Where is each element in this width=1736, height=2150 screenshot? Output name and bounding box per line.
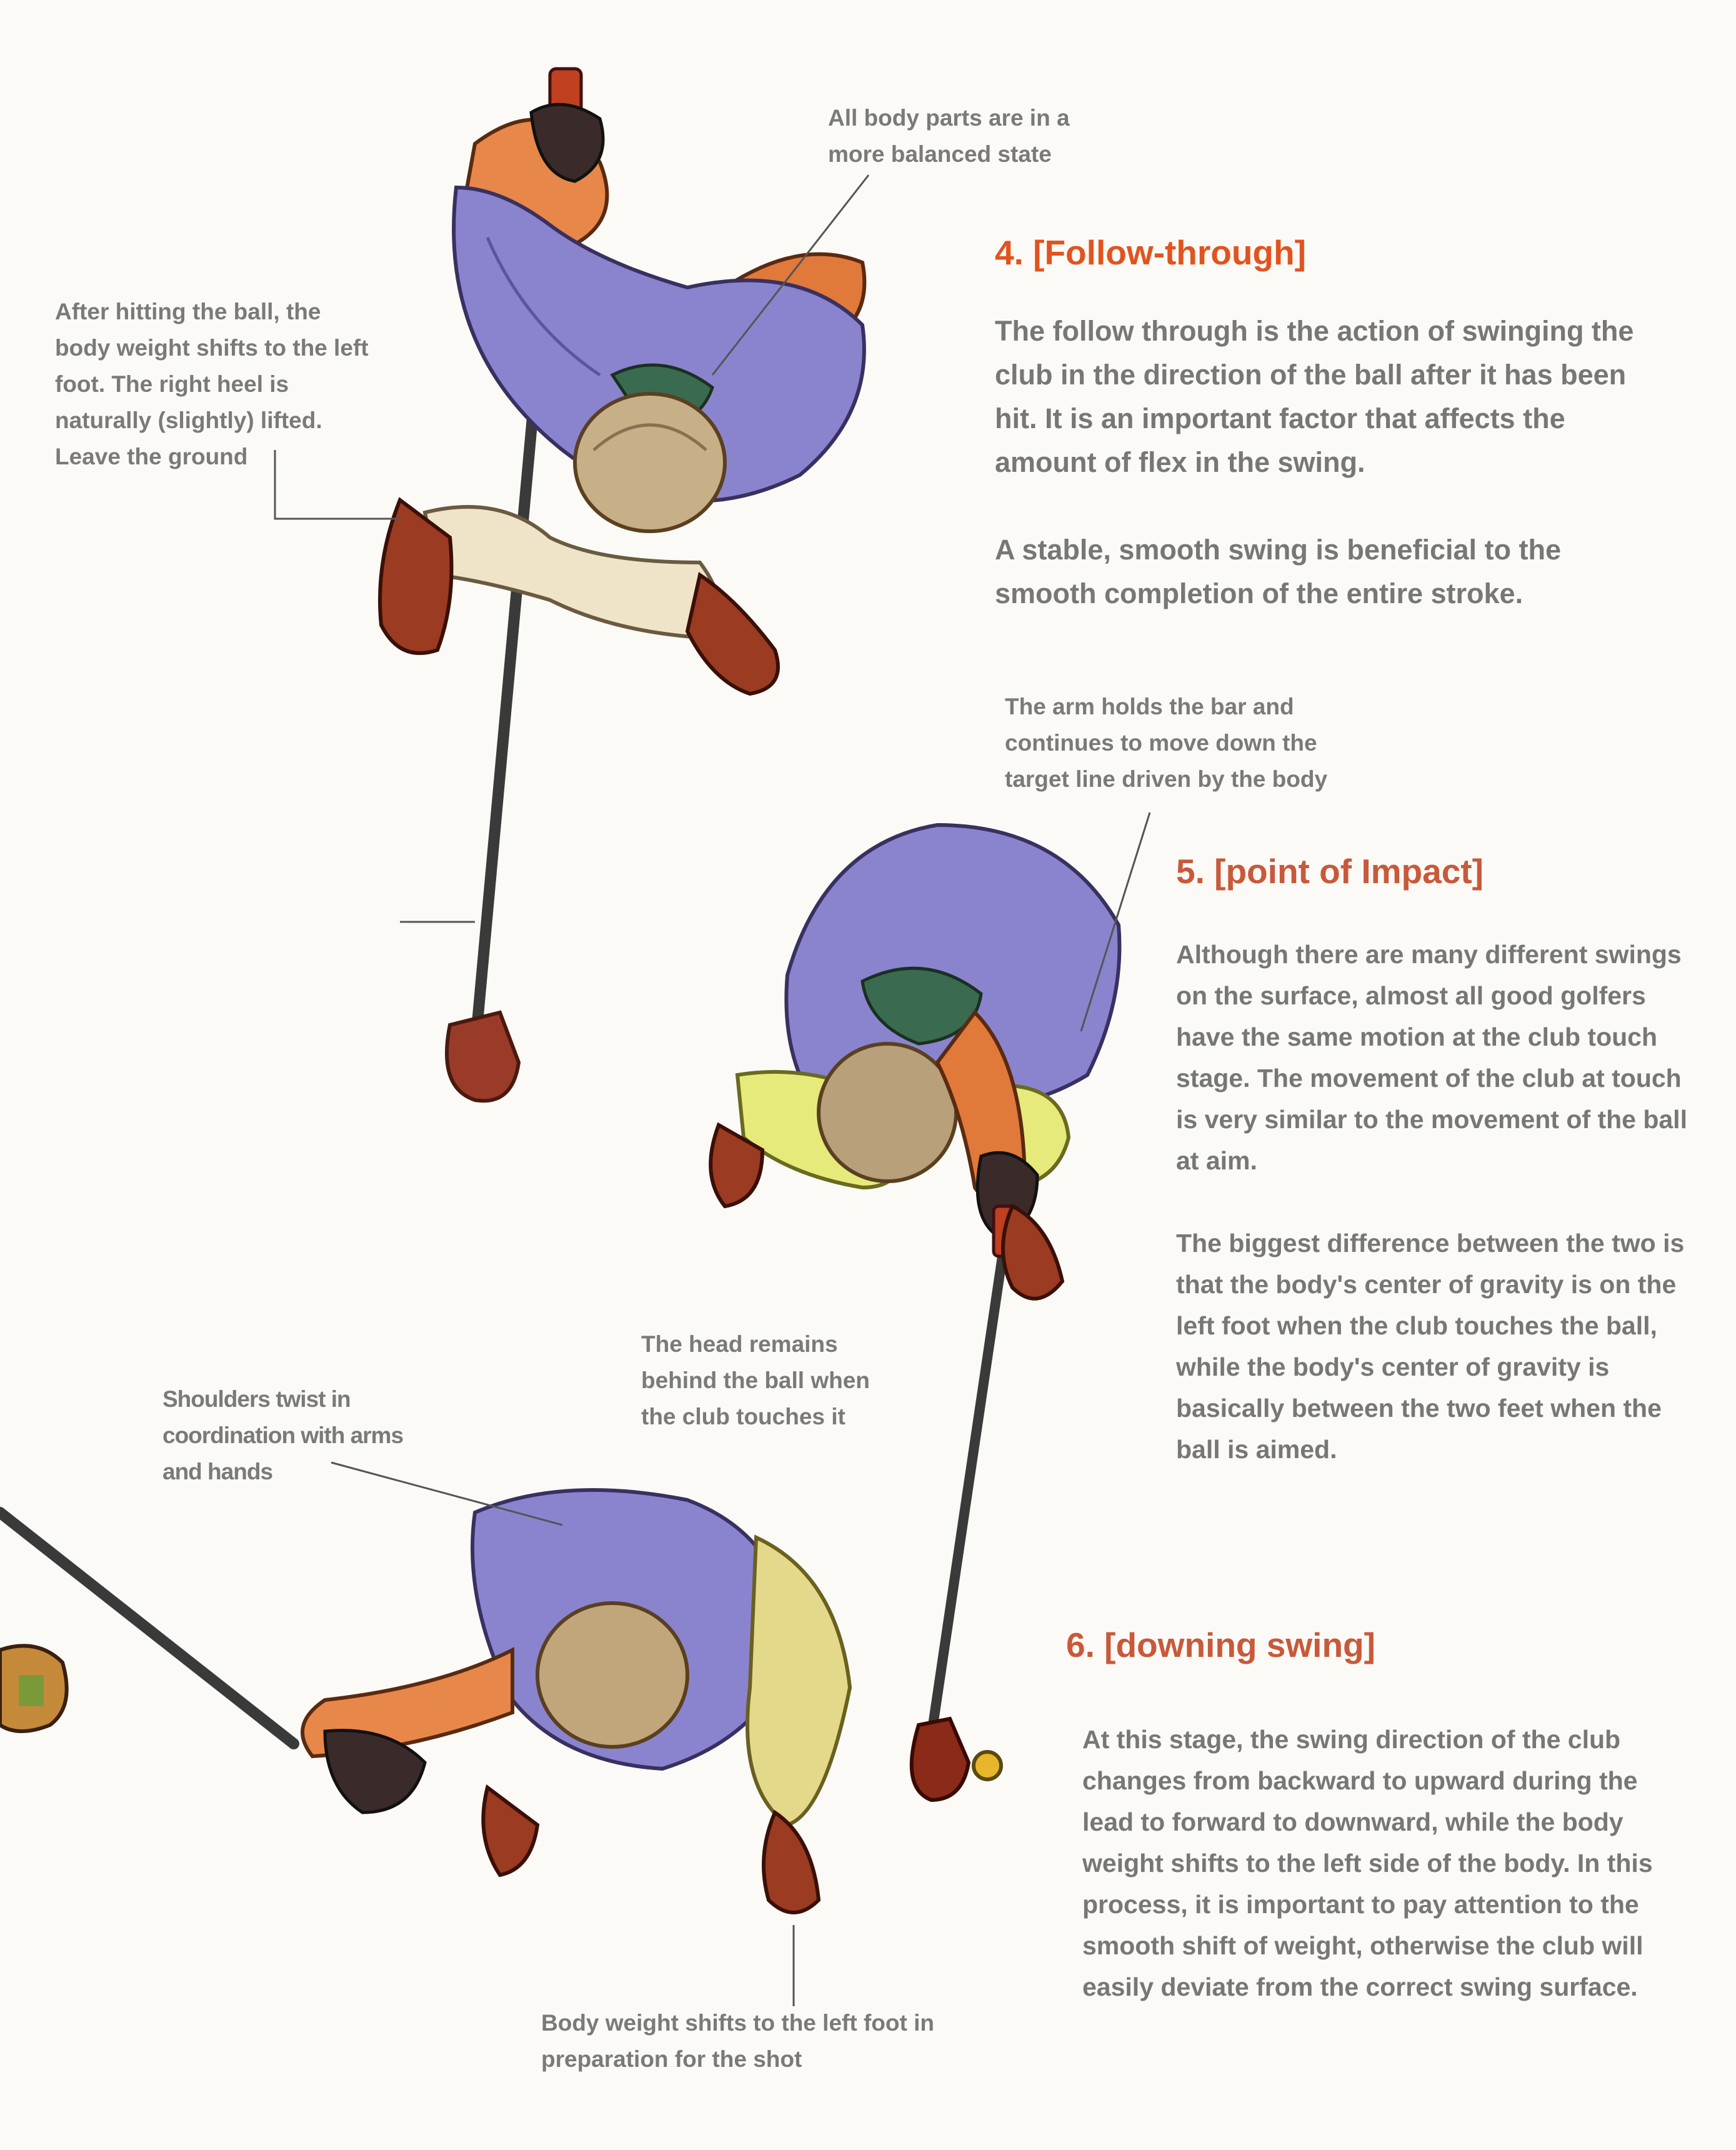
paragraph: A stable, smooth swing is beneficial to the smooth completion of the entire stroke. (995, 534, 1561, 609)
section-body-follow-through (995, 309, 1670, 616)
paragraph: The follow through is the action of swinging the club in the direction of the ball after it has been hit. It is an important factor that affects the amount of flex in the swing. (995, 315, 1634, 478)
section-title-follow-through: 4. [Follow-through] (995, 233, 1306, 272)
paragraph: The biggest difference between the two is that the body's center of gravity is on the left foot when the club touches the ball, while the body's center of gravity is basically between the two feet when the ball is aimed. (1176, 1229, 1685, 1464)
paragraph: Although there are many different swings on the surface, almost all good golfers have the same motion at the club touch stage. The movement of the club at touch is very similar to the movement of the ball at aim. (1176, 940, 1687, 1175)
section-body-downing-swing (1082, 1719, 1670, 2008)
section-title-downing-swing: 6. [downing swing] (1066, 1626, 1375, 1664)
paragraph: At this stage, the swing direction of the club changes from backward to upward during the lead to forward to downward, while the body weight shifts to the left side of the body. In this process, it is important to pay attention to the smooth shift of weight, otherwise the club will easily deviate from the correct swing surface. (1082, 1725, 1653, 2001)
caption-balanced-state: All body parts are in a more balanced state (828, 105, 1070, 167)
caption-head-behind-ball: The head remains behind the ball when the club touches it (641, 1331, 870, 1429)
caption-shoulders-twist: Shoulders twist in coordination with arms and hands (162, 1386, 404, 1484)
golfer-follow-through (380, 69, 864, 1101)
caption-weight-shift-left: After hitting the ball, the body weight shifts to the left foot. The right heel is naturally (slightly) lifted. Leave the ground (55, 299, 369, 469)
section-title-point-of-impact: 5. [point of Impact] (1176, 852, 1484, 891)
golfer-downswing (0, 1490, 850, 1912)
caption-arm-holds-bar: The arm holds the bar and continues to move down the target line driven by the body (1005, 694, 1328, 792)
caption-prep-shot: Body weight shifts to the left foot in preparation for the shot (541, 2010, 934, 2072)
section-body-point-of-impact (1176, 934, 1689, 1470)
